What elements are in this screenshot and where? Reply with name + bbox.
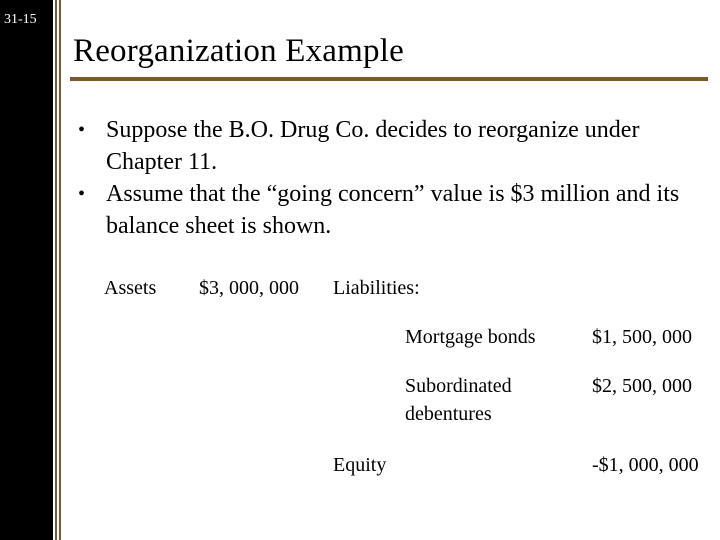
bullet-icon: • (78, 119, 86, 141)
equity-value: -$1, 000, 000 (592, 454, 699, 476)
slide-number: 31-15 (4, 12, 37, 27)
subordinated-debentures-value: $2, 500, 000 (592, 375, 692, 397)
title-underline (70, 77, 708, 81)
mortgage-bonds-label: Mortgage bonds (405, 326, 536, 348)
sidebar-divider (55, 0, 57, 540)
assets-value: $3, 000, 000 (199, 277, 299, 299)
slide-title: Reorganization Example (73, 33, 404, 69)
assets-label: Assets (104, 277, 157, 299)
mortgage-bonds-value: $1, 500, 000 (592, 326, 692, 348)
bullet-text: Suppose the B.O. Drug Co. decides to reorganize under Chapter 11. (106, 117, 640, 175)
bullet-list (78, 114, 708, 242)
subordinated-debentures-label: Subordinated debentures (405, 375, 512, 425)
bullet-icon: • (78, 183, 86, 205)
bullet-text: Assume that the “going concern” value is $3 million and its balance sheet is shown. (106, 181, 680, 239)
bullet-item (78, 178, 708, 242)
liabilities-label: Liabilities: (333, 277, 420, 299)
equity-label: Equity (333, 454, 387, 476)
bullet-item (78, 114, 708, 178)
sidebar-divider (59, 0, 61, 540)
left-sidebar (0, 0, 53, 540)
